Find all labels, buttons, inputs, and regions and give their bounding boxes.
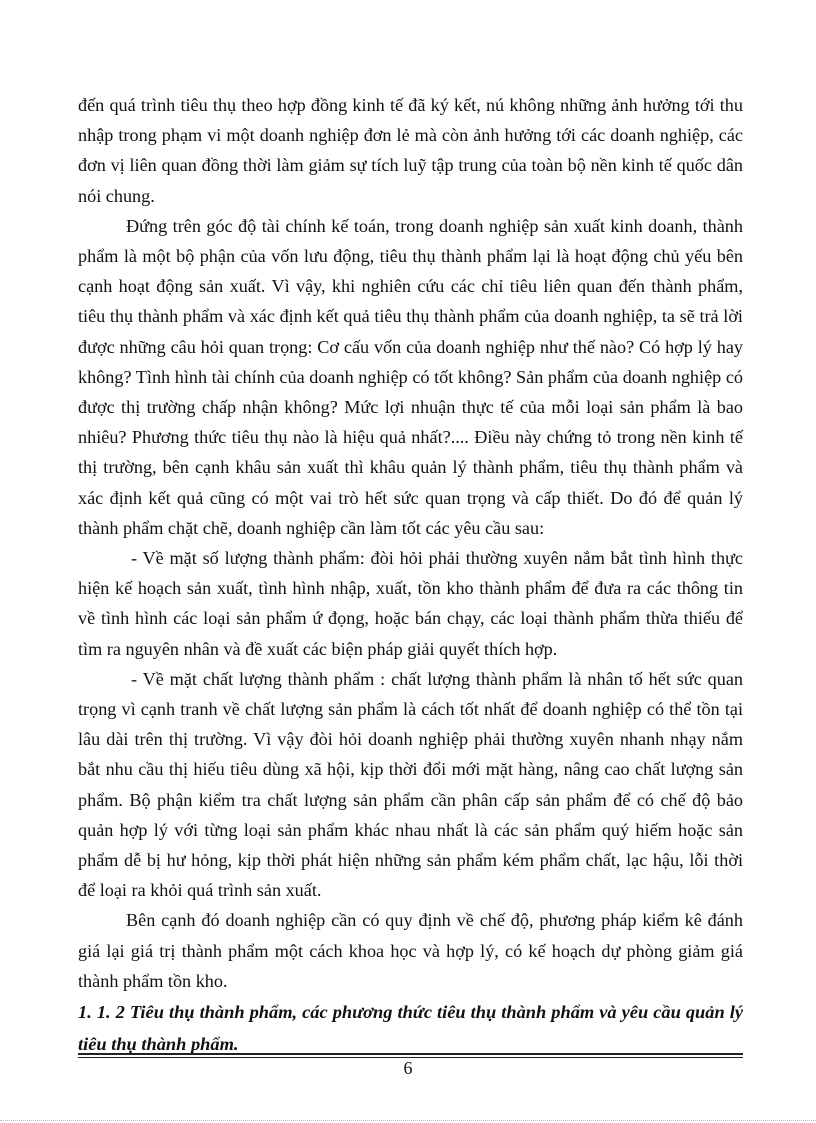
paragraph-quality-requirement: - Về mặt chất lượng thành phẩm : chất lượng thành phẩm là nhân tố hết sức quan trọng vì cạnh tranh về chất lượng sản phẩm là cách tốt nhất để doanh nghiệp có thể tồn tại lâu dài trên thị trường. Vì vậy đòi hỏi doanh nghiệp phải thường xuyên nhanh nhạy nắm bắt nhu cầu thị hiếu tiêu dùng xã hội, kịp thời đổi mới mặt hàng, nâng cao chất lượng sản phẩm. Bộ phận kiểm tra chất lượng sản phẩm cần phân cấp sản phẩm để có chế độ bảo quản hợp lý với từng loại sản phẩm khác nhau nhất là các sản phẩm quý hiếm hoặc sản phẩm dễ bị hư hỏng, kịp thời phát hiện những sản phẩm kém phẩm chất, lạc hậu, lỗi thời để loại ra khỏi quá trình sản xuất. [78, 668, 743, 901]
page-number: 6 [403, 1058, 413, 1078]
paragraph-inventory-regulation: Bên cạnh đó doanh nghiệp cần có quy định về chế độ, phương pháp kiểm kê đánh giá lại giá trị thành phẩm một cách khoa học và hợp lý, có kế hoạch dự phòng giảm giá thành phẩm tồn kho. [78, 910, 743, 991]
paragraph-quantity-requirement: - Về mặt số lượng thành phẩm: đòi hỏi phải thường xuyên nắm bắt tình hình thực hiện kế hoạch sản xuất, tình hình nhập, xuất, tồn kho thành phẩm để đưa ra các thông tin về tình hình các loại sản phẩm ứ đọng, hoặc bán chạy, các loại thành phẩm thừa thiếu để tìm ra nguyên nhân và đề xuất các biện pháp giải quyết thích hợp. [78, 548, 743, 659]
paragraph-continuation: đến quá trình tiêu thụ theo hợp đồng kinh tế đã ký kết, nú không những ảnh hưởng tới thu nhập trong phạm vi một doanh nghiệp đơn lẻ mà còn ảnh hưởng tới các doanh nghiệp, các đơn vị liên quan đồng thời làm giảm sự tích luỹ tập trung của toàn bộ nền kinh tế quốc dân nói chung. [78, 95, 743, 206]
document-body [78, 90, 743, 1060]
paragraph-finance-perspective: Đứng trên góc độ tài chính kế toán, trong doanh nghiệp sản xuất kinh doanh, thành phẩm là một bộ phận của vốn lưu động, tiêu thụ thành phẩm lại là hoạt động chủ yếu bên cạnh hoạt động sản xuất. Vì vậy, khi nghiên cứu các chỉ tiêu liên quan đến thành phẩm, tiêu thụ thành phẩm và xác định kết quả tiêu thụ thành phẩm của doanh nghiệp, ta sẽ trả lời được những câu hỏi quan trọng: Cơ cấu vốn của doanh nghiệp như thế nào? Có hợp lý hay không? Tình hình tài chính của doanh nghiệp có tốt không? Sản phẩm của doanh nghiệp có được thị trường chấp nhận không? Mức lợi nhuận thực tế của mỗi loại sản phẩm là bao nhiêu? Phương thức tiêu thụ nào là hiệu quả nhất?.... Điều này chứng tỏ trong nền kinh tế thị trường, bên cạnh khâu sản xuất thì khâu quản lý thành phẩm, tiêu thụ thành phẩm và xác định kết quả cũng có một vai trò hết sức quan trọng và cấp thiết. Do đó để quản lý thành phẩm chặt chẽ, doanh nghiệp cần làm tốt các yêu cầu sau: [78, 215, 743, 538]
page-bottom-border [0, 1120, 816, 1121]
section-heading: 1. 1. 2 Tiêu thụ thành phẩm, các phương thức tiêu thụ thành phẩm và yêu cầu quản lý tiêu thụ thành phẩm. [78, 1002, 743, 1055]
